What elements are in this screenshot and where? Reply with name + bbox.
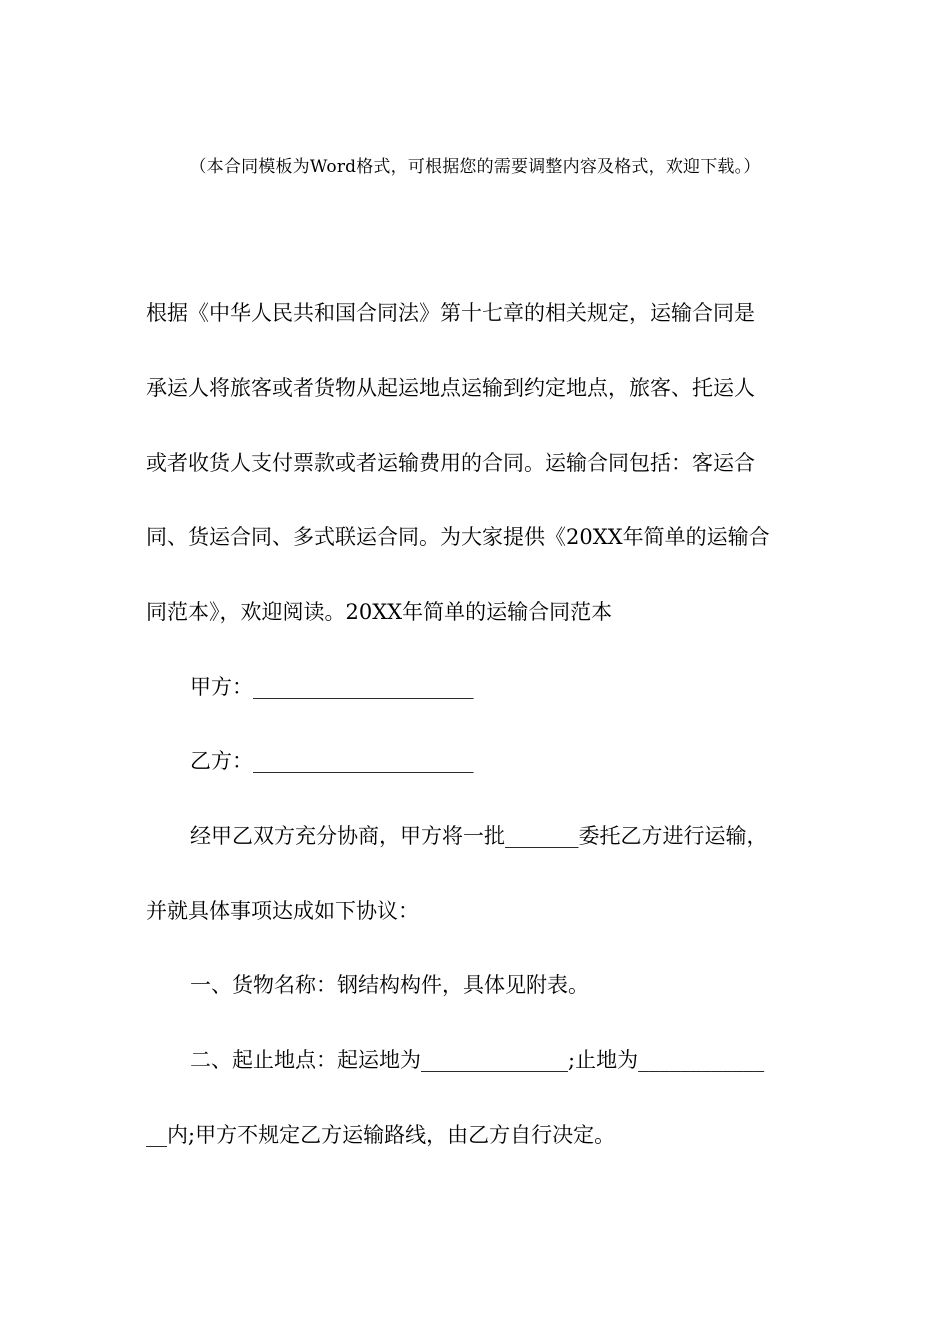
template-note: （本合同模板为Word格式，可根据您的需要调整内容及格式，欢迎下载。） — [189, 157, 761, 177]
intro-line-4: 同、货运合同、多式联运合同。为大家提供《20XX年简单的运输合 — [146, 525, 770, 549]
party-a-line: 甲方：_____________________ — [190, 675, 474, 699]
clause-2-line-1: 二、起止地点：起运地为______________;止地为____________ — [190, 1048, 765, 1072]
intro-line-2: 承运人将旅客或者货物从起运地点运输到约定地点，旅客、托运人 — [146, 376, 755, 400]
agreement-line-2: 并就具体事项达成如下协议： — [146, 899, 419, 923]
clause-2-line-2: __内;甲方不规定乙方运输路线，由乙方自行决定。 — [146, 1123, 616, 1147]
clause-1-line: 一、货物名称：钢结构构件，具体见附表。 — [190, 973, 589, 997]
party-b-line: 乙方：_____________________ — [190, 749, 474, 773]
intro-line-5: 同范本》，欢迎阅读。20XX年简单的运输合同范本 — [146, 600, 613, 624]
agreement-line-1: 经甲乙双方充分协商，甲方将一批_______委托乙方进行运输， — [190, 824, 768, 848]
intro-line-3: 或者收货人支付票款或者运输费用的合同。运输合同包括：客运合 — [146, 451, 755, 475]
intro-line-1: 根据《中华人民共和国合同法》第十七章的相关规定，运输合同是 — [146, 301, 755, 325]
